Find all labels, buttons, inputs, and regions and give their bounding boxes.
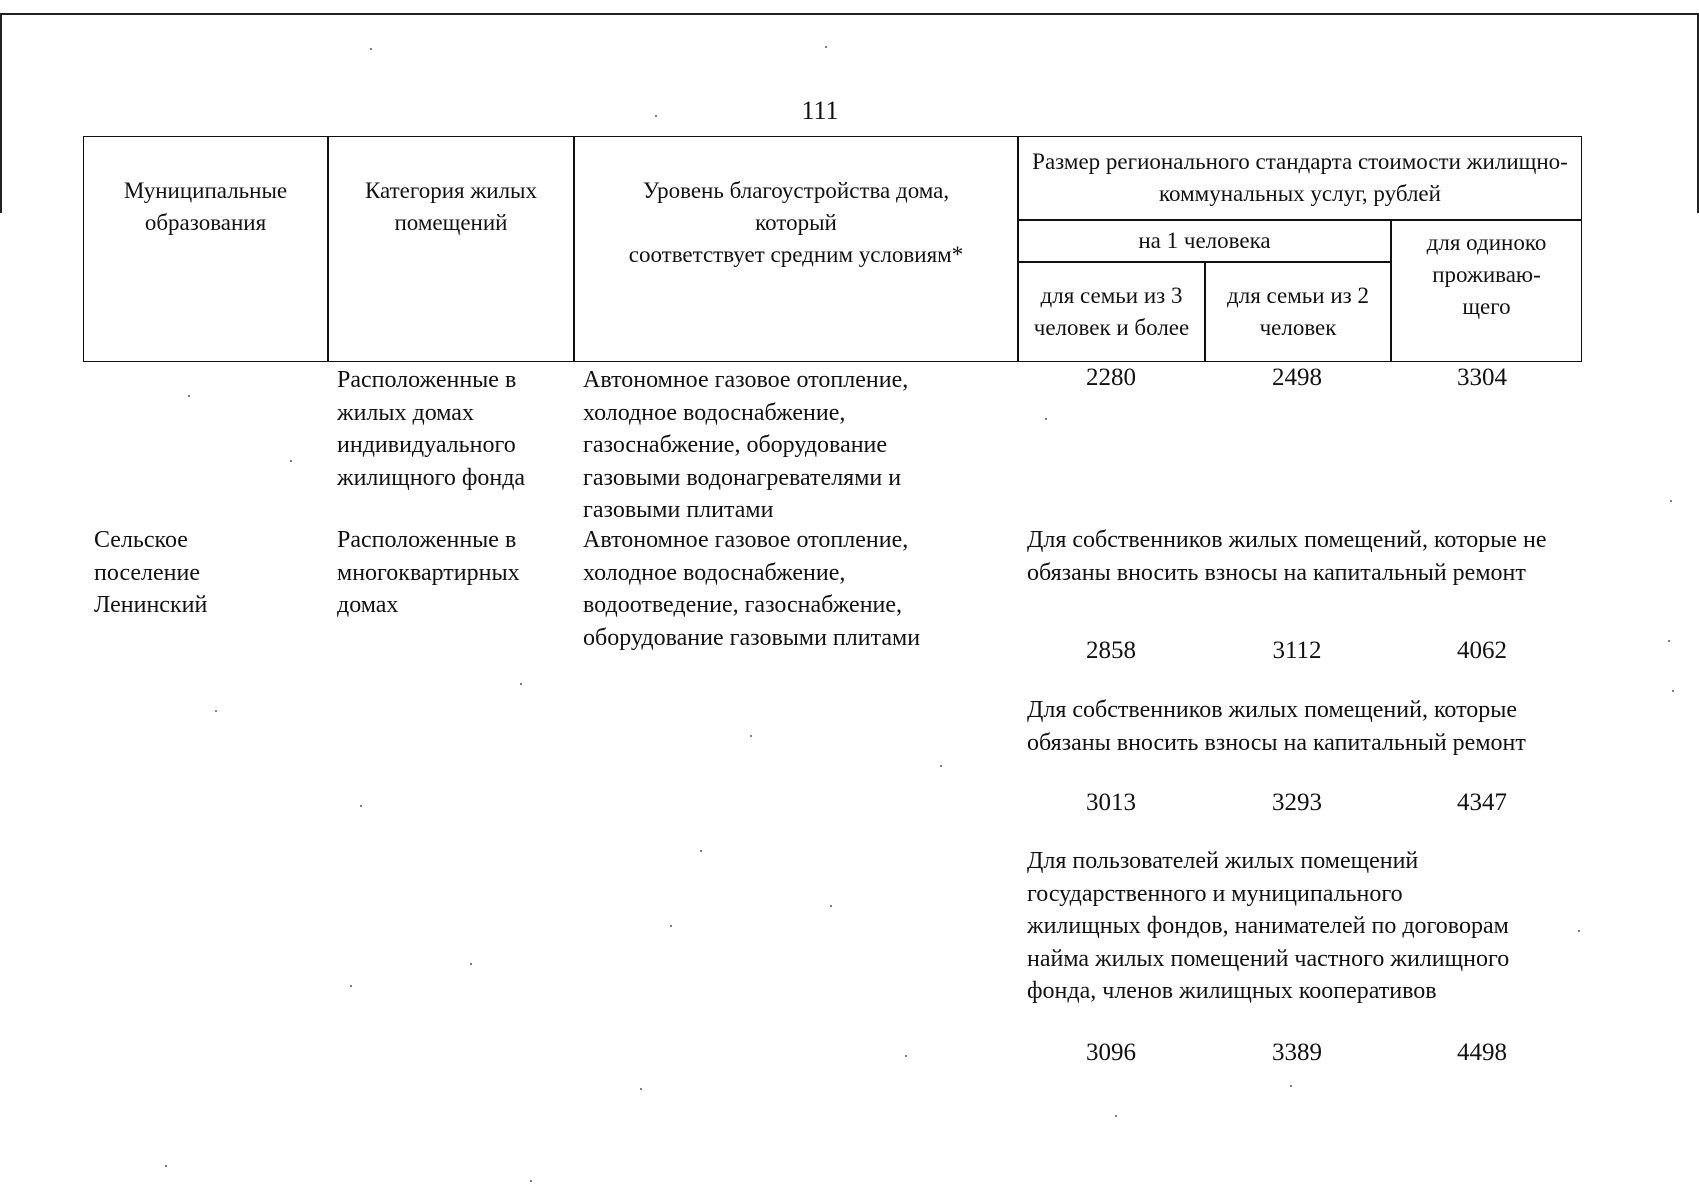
row1-value-family-2: 2498 [1272,364,1322,391]
row1-level: Автономное газовое отопление, холодное водоснабжение, газоснабжение, оборудование газовыми водонагревателями и газовыми плитами [583,367,909,523]
group1-value-single: 4062 [1457,637,1507,664]
row1-value-family-3: 2280 [1086,364,1136,391]
group2-label: Для собственников жилых помещений, которые обязаны вносить взносы на капитальный ремонт [1027,697,1526,756]
header-level-text [629,175,964,271]
group3-value-family-3: 3096 [1086,1039,1136,1066]
header-category-text: Категория жилых помещений [364,178,538,235]
header-level-line-2: который [755,210,837,235]
header-single-text [1427,227,1547,323]
header-single-line-1: для одиноко [1426,230,1547,255]
header-standard [1018,136,1582,220]
group2-value-single: 4347 [1457,789,1507,816]
page-number: 111 [801,96,839,125]
group3-label: Для пользователей жилых помещений государственного и муниципального жилищных фондов, нанимателей по договорам найма жилых помещений частного жилищного фонда, членов жилищных кооперативов [1027,848,1510,1004]
header-family-2 [1205,262,1391,362]
table-header [83,136,1582,362]
group3-value-single: 4498 [1457,1039,1507,1066]
header-level-line-3: соответствует средним условиям* [628,242,964,267]
row2-level: Автономное газовое отопление, холодное водоснабжение, водоотведение, газоснабжение, оборудование газовыми плитами [583,527,921,651]
group1-value-family-2: 3112 [1272,637,1322,664]
scan-border-left [0,13,2,213]
municipality-name: Сельское поселение Ленинский [94,527,208,618]
group2-value-family-2: 3293 [1272,789,1322,816]
header-single-line-2: проживаю- [1432,262,1541,287]
header-per-person-text: на 1 человека [1138,228,1271,253]
row1-value-single: 3304 [1457,364,1507,391]
group1-value-family-3: 2858 [1086,637,1136,664]
scan-border-top [0,13,1699,15]
header-family-3 [1018,262,1205,362]
header-municipality-text: Муниципальные образования [123,178,288,235]
header-family-3-text: для семьи из 3 человек и более [1033,283,1190,340]
group1-label: Для собственников жилых помещений, которые не обязаны вносить взносы на капитальный ремонт [1027,527,1547,586]
row2-category: Расположенные в многоквартирных домах [337,527,520,618]
header-level-line-1: Уровень благоустройства дома, [642,178,950,203]
header-level [574,136,1018,362]
header-single-line-3: щего [1462,294,1511,319]
group3-value-family-2: 3389 [1272,1039,1322,1066]
header-standard-text: Размер регионального стандарта стоимости жилищно-коммунальных услуг, рублей [1032,149,1568,206]
header-family-2-text: для семьи из 2 человек [1227,283,1369,340]
header-per-person [1018,220,1391,262]
header-category [328,136,574,362]
header-municipality [83,136,328,362]
group2-value-family-3: 3013 [1086,789,1136,816]
header-single [1391,220,1582,362]
row1-category: Расположенные в жилых домах индивидуального жилищного фонда [337,367,526,491]
